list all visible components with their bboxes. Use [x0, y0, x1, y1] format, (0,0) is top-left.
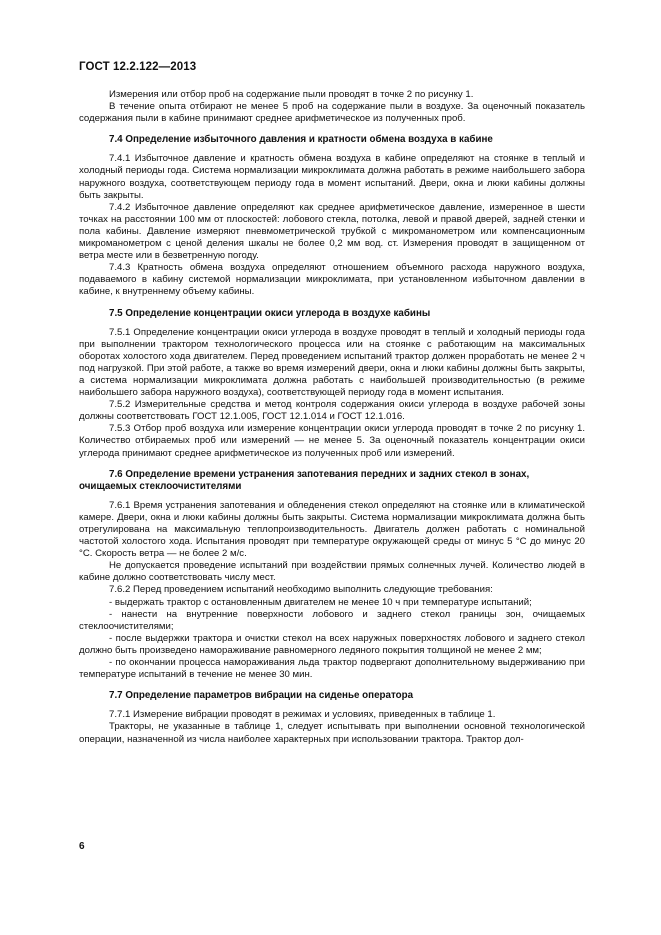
document-body: [79, 89, 585, 746]
section-heading-7-7: 7.7 Определение параметров вибрации на сиденье оператора: [109, 690, 414, 702]
paragraph-7-4-3: 7.4.3 Кратность обмена воздуха определяют отношением объемного расхода наружного воздуха, подаваемого в кабину системой нормализации микроклимата, при установленном избыточном давлении в кабине, к внутреннему объему кабины.: [79, 262, 585, 298]
paragraph-7-4-1: 7.4.1 Избыточное давление и кратность обмена воздуха в кабине определяют на стоянке в теплый и холодный периоды года. Система нормализации микроклимата должна работать в режиме наибольшего забора наружного воздуха, соответствующем периоду года в момент испытаний. Двери, окна и люки кабины должны быть закрыты.: [79, 153, 585, 201]
paragraph-7-5-1: 7.5.1 Определение концентрации окиси углерода в воздухе проводят в теплый и холодный периоды года при выполнении трактором технологического процесса или на стоянке с работающим на максимальных оборотах холостого хода двигателем. Перед проведением испытаний трактор должен проработать не менее 2 ч под нагрузкой. При этой работе, а также во время измерений двери, окна и люки кабины должны быть закрыты, а система нормализации микроклимата должна работать с наибольшей производительностью (в режиме наибольшего забора наружного воздуха), соответствующей периоду года в момент испытания.: [79, 326, 585, 399]
paragraph: Тракторы, не указанные в таблице 1, следует испытывать при выполнении основной технологической операции, назначенной из числа наиболее характерных при использовании трактора. Трактор дол-: [79, 721, 585, 745]
list-item: - после выдержки трактора и очистки стекол на всех наружных поверхностях лобового и заднего стекол должно быть произведено намораживание равномерного ледяного покрытия толщиной не менее 2 мм;: [79, 632, 585, 656]
paragraph-7-7-1: 7.7.1 Измерение вибрации проводят в режимах и условиях, приведенных в таблице 1.: [109, 709, 496, 721]
paragraph-7-5-3: 7.5.3 Отбор проб воздуха или измерение концентрации окиси углерода проводят в точке 2 по рисунку 1. Количество отбираемых проб или измерений — не менее 5. За оценочный показатель концентрации окиси углерода принимают среднее арифметическое из полученных проб или измерений.: [79, 423, 585, 459]
paragraph-7-4-2: 7.4.2 Избыточное давление определяют как среднее арифметическое давление, измеренное в шести точках на расстоянии 100 мм от плоскостей: лобового стекла, потолка, левой и правой дверей, задней стенки и пола кабины. Давление измеряют пневмометрической трубкой с микроманометром или компенсационным микроманометром с ценой деления шкалы не более 0,2 мм вод. ст. Измерения проводят в защищенном от ветра месте или в безветренную погоду.: [79, 201, 585, 262]
section-heading-7-4: 7.4 Определение избыточного давления и кратности обмена воздуха в кабине: [109, 134, 493, 146]
list-item: - по окончании процесса намораживания льда трактор подвергают дополнительному выдерживанию при температуре испытаний в течение не менее 30 мин.: [79, 657, 585, 681]
page-number: 6: [79, 841, 85, 852]
paragraph: Не допускается проведение испытаний при воздействии прямых солнечных лучей. Количество людей в кабине должно соответствовать числу мест.: [79, 560, 585, 584]
list-item: - выдержать трактор с остановленным двигателем не менее 10 ч при температуре испытаний;: [109, 596, 532, 608]
paragraph-7-6-2: 7.6.2 Перед проведением испытаний необходимо выполнить следующие требования:: [109, 584, 493, 596]
document-code-header: ГОСТ 12.2.122—2013: [79, 61, 197, 73]
paragraph-7-5-2: 7.5.2 Измерительные средства и метод контроля содержания окиси углерода в воздухе рабочей зоны должны соответствовать ГОСТ 12.1.005, ГОСТ 12.1.014 и ГОСТ 12.1.016.: [79, 399, 585, 423]
paragraph-7-6-1: 7.6.1 Время устранения запотевания и обледенения стекол определяют на стоянке или в климатической камере. Двери, окна и люки кабины должны быть закрыты. Система нормализации микроклимата должна быть отрегулирована на максимальную теплопроизводительность. Двигатель должен работать с номинальной частотой холостого хода. Испытания проводят при температуре окружающей среды от минус 5 °С до минус 20 °С. Скорость ветра — не более 2 м/с.: [79, 499, 585, 560]
section-heading-7-5: 7.5 Определение концентрации окиси углерода в воздухе кабины: [109, 307, 431, 319]
paragraph: В течение опыта отбирают не менее 5 проб на содержание пыли в воздухе. За оценочный показатель содержания пыли в кабине принимают среднее арифметическое из полученных проб.: [79, 101, 585, 125]
section-heading-7-6: 7.6 Определение времени устранения запотевания передних и задних стекол в зонах, очищаемых стеклоочистителями: [79, 468, 530, 492]
list-item: - нанести на внутренние поверхности лобового и заднего стекол границы зон, очищаемых стеклоочистителями;: [79, 608, 585, 632]
paragraph: Измерения или отбор проб на содержание пыли проводят в точке 2 по рисунку 1.: [109, 89, 474, 100]
